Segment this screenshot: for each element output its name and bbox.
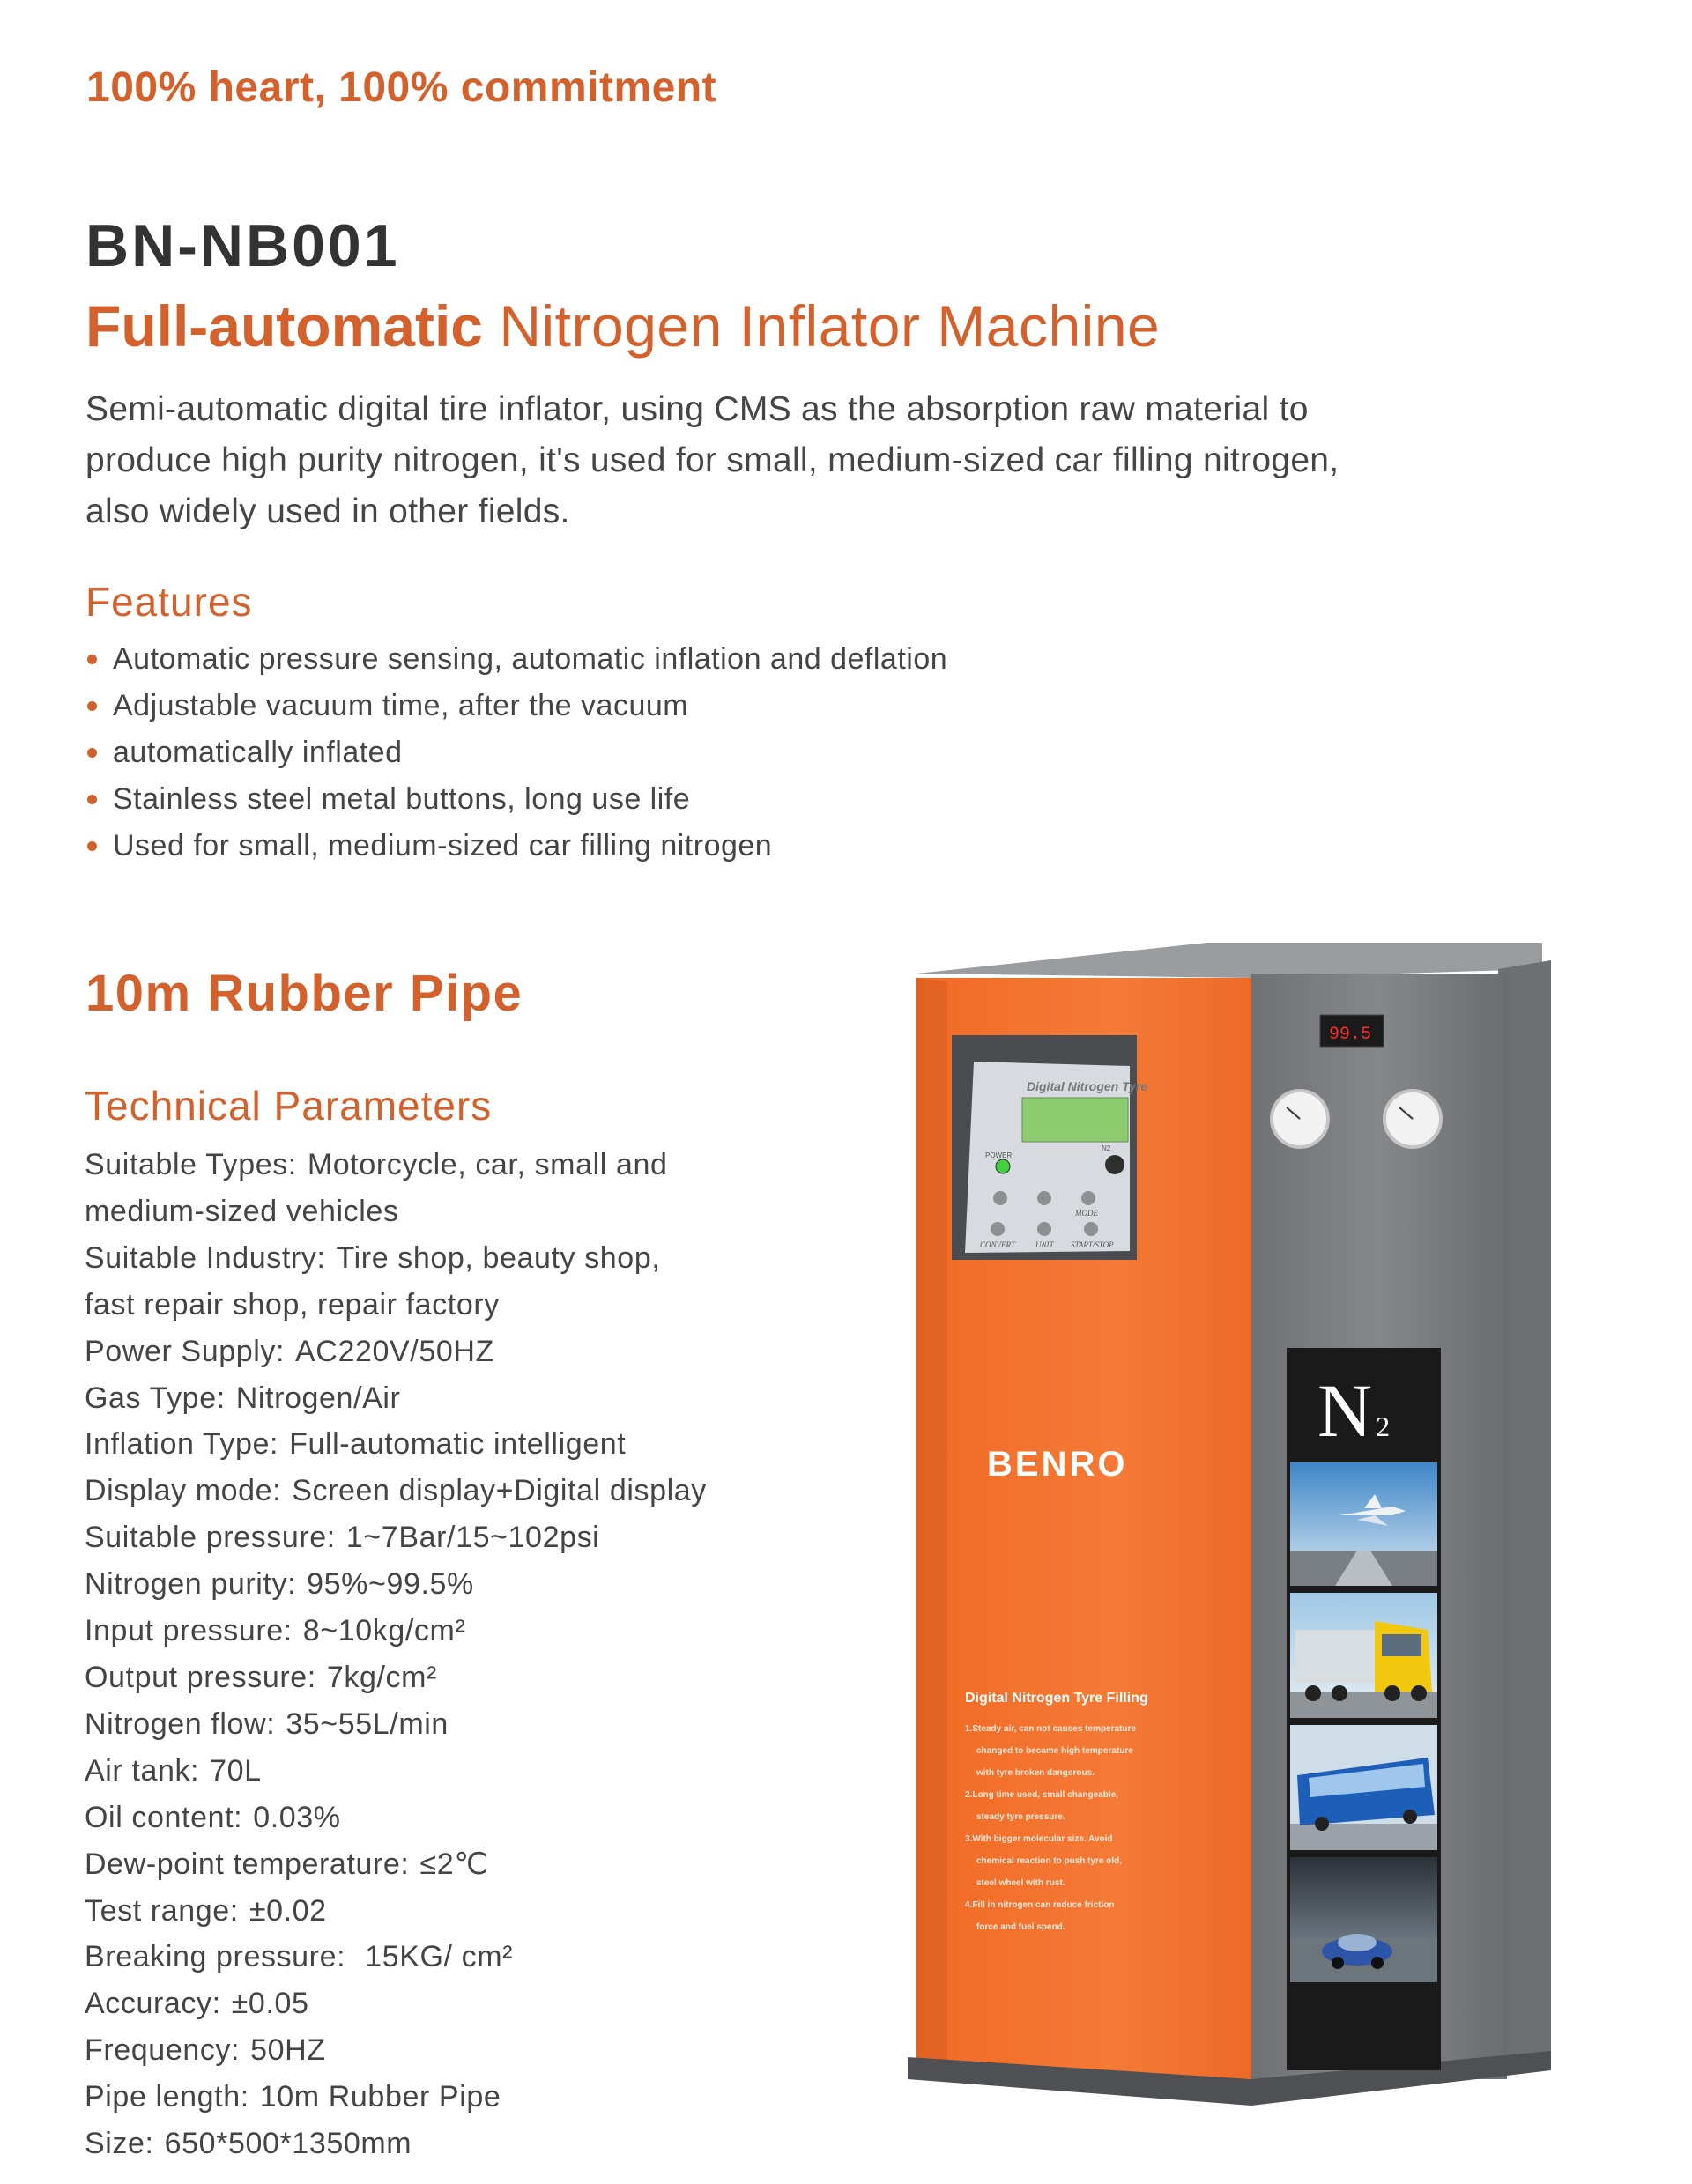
param-row — [85, 1421, 842, 1468]
feature-item — [85, 683, 947, 729]
airplane-photo — [1290, 1462, 1437, 1586]
info-line: with tyre broken dangerous. — [976, 1768, 1095, 1778]
param-value: 95%~99.5% — [307, 1567, 474, 1602]
info-line: 2.Long time used, small changeable, — [965, 1790, 1118, 1800]
bullet-icon — [87, 748, 97, 758]
brand-logo: BENRO — [987, 1445, 1128, 1484]
bullet-icon — [87, 701, 97, 711]
param-value: 7kg/cm² — [326, 1660, 437, 1694]
param-value: Screen display+Digital display — [292, 1474, 707, 1508]
param-value: 70L — [210, 1753, 262, 1788]
technical-parameters-list — [85, 1142, 842, 2167]
info-line: 4.Fill in nitrogen can reduce friction — [965, 1900, 1115, 1910]
param-row — [85, 1934, 842, 1980]
nitrogen-inflator-machine-image — [899, 934, 1577, 2106]
n2-knob — [1105, 1155, 1124, 1174]
bus-photo — [1290, 1725, 1437, 1850]
intro-line: produce high purity nitrogen, it's used for small, medium-sized car filling nitrogen, — [85, 441, 1340, 479]
feature-text: Automatic pressure sensing, automatic inflation and deflation — [113, 642, 948, 676]
param-label: Display mode: — [85, 1474, 282, 1508]
param-value: 35~55L/min — [286, 1706, 449, 1741]
param-value: Full-automatic intelligent — [289, 1427, 627, 1462]
param-row — [85, 1980, 842, 2027]
param-label: Nitrogen purity: — [85, 1567, 297, 1602]
param-label: Test range: — [85, 1893, 239, 1928]
param-label: Pipe length: — [85, 2080, 249, 2114]
param-row — [85, 1282, 842, 1329]
minus-button — [993, 1191, 1007, 1205]
lcd-screen — [1022, 1098, 1128, 1142]
param-row — [85, 1748, 842, 1795]
n2-label: N2 — [1102, 1144, 1111, 1152]
param-row — [85, 1561, 842, 1608]
param-value: Tire shop, beauty shop, — [336, 1240, 661, 1275]
param-label: Suitable pressure: — [85, 1521, 336, 1555]
param-row — [85, 2027, 842, 2074]
param-row — [85, 1608, 842, 1655]
info-title: Digital Nitrogen Tyre Filling — [965, 1691, 1148, 1706]
info-line: 1.Steady air, can not causes temperature — [965, 1724, 1136, 1734]
power-button — [996, 1159, 1010, 1173]
param-row — [85, 1841, 842, 1888]
feature-text: Stainless steel metal buttons, long use life — [113, 782, 691, 816]
param-row — [85, 1235, 842, 1282]
param-row — [85, 1655, 842, 1701]
param-row — [85, 2121, 842, 2167]
param-row — [85, 1795, 842, 1841]
info-line: force and fuel spend. — [976, 1922, 1065, 1932]
features-heading: Features — [85, 579, 253, 625]
machine-top — [916, 943, 1542, 978]
start-stop-button — [1084, 1222, 1098, 1236]
param-value: ±0.02 — [249, 1893, 327, 1928]
param-value: fast repair shop, repair factory — [85, 1287, 500, 1322]
feature-item — [85, 776, 947, 823]
param-value: ±0.05 — [231, 1987, 309, 2021]
param-label: Output pressure: — [85, 1660, 316, 1694]
param-value: AC220V/50HZ — [295, 1334, 494, 1368]
convert-label: CONVERT — [980, 1240, 1016, 1249]
features-list — [85, 636, 947, 870]
param-label: Frequency: — [85, 2033, 241, 2068]
param-value: 8~10kg/cm² — [302, 1614, 466, 1648]
intro-line: also widely used in other fields. — [85, 492, 570, 530]
param-row — [85, 1701, 842, 1748]
param-row — [85, 2074, 842, 2121]
param-value: 15KG/ cm² — [356, 1940, 514, 1974]
n2-symbol: N 2 — [1317, 1368, 1391, 1453]
product-title-bold: Full-automatic — [85, 293, 484, 359]
intro-line: Semi-automatic digital tire inflator, using CMS as the absorption raw material to — [85, 390, 1309, 428]
param-label: Breaking pressure: — [85, 1940, 346, 1974]
machine-orange-side — [916, 978, 947, 2062]
start-stop-label: START/STOP — [1071, 1240, 1114, 1249]
intro-paragraph — [85, 384, 1584, 537]
bullet-icon — [87, 655, 97, 664]
info-line: 3.With bigger molecular size. Avoid — [965, 1834, 1113, 1844]
param-label: Size: — [85, 2127, 154, 2161]
plus-button — [1037, 1191, 1051, 1205]
param-label: Nitrogen flow: — [85, 1706, 276, 1741]
param-label: Power Supply: — [85, 1334, 286, 1368]
rubber-pipe-heading: 10m Rubber Pipe — [85, 965, 523, 1022]
param-value: medium-sized vehicles — [85, 1194, 399, 1228]
info-line: steel wheel with rust. — [976, 1878, 1065, 1888]
param-value: 0.03% — [253, 1800, 341, 1834]
feature-text: Used for small, medium-sized car filling nitrogen — [113, 829, 773, 862]
param-value: 1~7Bar/15~102psi — [345, 1521, 600, 1555]
panel-title: Digital Nitrogen Tyre — [1027, 1079, 1148, 1093]
car-photo — [1290, 1857, 1437, 1982]
power-label: POWER — [985, 1151, 1013, 1159]
param-value: ≤2℃ — [419, 1847, 489, 1881]
param-label: Accuracy: — [85, 1987, 221, 2021]
param-label: Oil content: — [85, 1800, 243, 1834]
param-label: Air tank: — [85, 1753, 200, 1788]
param-value: Nitrogen/Air — [235, 1381, 401, 1415]
digital-display-reading: 99.5 — [1329, 1025, 1372, 1045]
param-value: Motorcycle, car, small and — [307, 1148, 668, 1181]
feature-item — [85, 823, 947, 870]
convert-button — [991, 1222, 1005, 1236]
param-label: Suitable Industry: — [85, 1240, 326, 1275]
mode-label: MODE — [1075, 1209, 1098, 1218]
param-row — [85, 1514, 842, 1561]
feature-text: Adjustable vacuum time, after the vacuum — [113, 689, 689, 722]
param-value: 10m Rubber Pipe — [259, 2080, 501, 2114]
unit-button — [1037, 1222, 1051, 1236]
param-row — [85, 1468, 842, 1514]
param-row — [85, 1375, 842, 1422]
param-value: 650*500*1350mm — [164, 2127, 412, 2161]
param-label: Gas Type: — [85, 1381, 226, 1415]
model-number: BN-NB001 — [85, 212, 400, 279]
feature-item — [85, 729, 947, 776]
technical-parameters-heading: Technical Parameters — [85, 1083, 493, 1129]
feature-text: automatically inflated — [113, 736, 403, 769]
param-row — [85, 1888, 842, 1935]
param-row — [85, 1188, 842, 1235]
product-title — [85, 292, 1160, 359]
param-value: 50HZ — [250, 2033, 326, 2068]
param-row — [85, 1142, 842, 1188]
param-label: Inflation Type: — [85, 1427, 279, 1462]
tagline: 100% heart, 100% commitment — [86, 64, 717, 111]
param-row — [85, 1329, 842, 1375]
info-line: chemical reaction to push tyre old, — [976, 1856, 1123, 1866]
info-line: steady tyre pressure. — [976, 1812, 1065, 1822]
bullet-icon — [87, 795, 97, 804]
truck-photo — [1290, 1593, 1437, 1718]
info-line: changed to became high temperature — [976, 1746, 1133, 1756]
product-title-rest: Nitrogen Inflator Machine — [499, 293, 1161, 359]
feature-item — [85, 636, 947, 683]
param-label: Dew-point temperature: — [85, 1847, 410, 1881]
machine-svg — [899, 934, 1577, 2106]
mode-button — [1081, 1191, 1095, 1205]
param-label: Input pressure: — [85, 1614, 293, 1648]
param-label: Suitable Types: — [85, 1148, 297, 1181]
bullet-icon — [87, 841, 97, 851]
unit-label: UNIT — [1035, 1240, 1054, 1249]
